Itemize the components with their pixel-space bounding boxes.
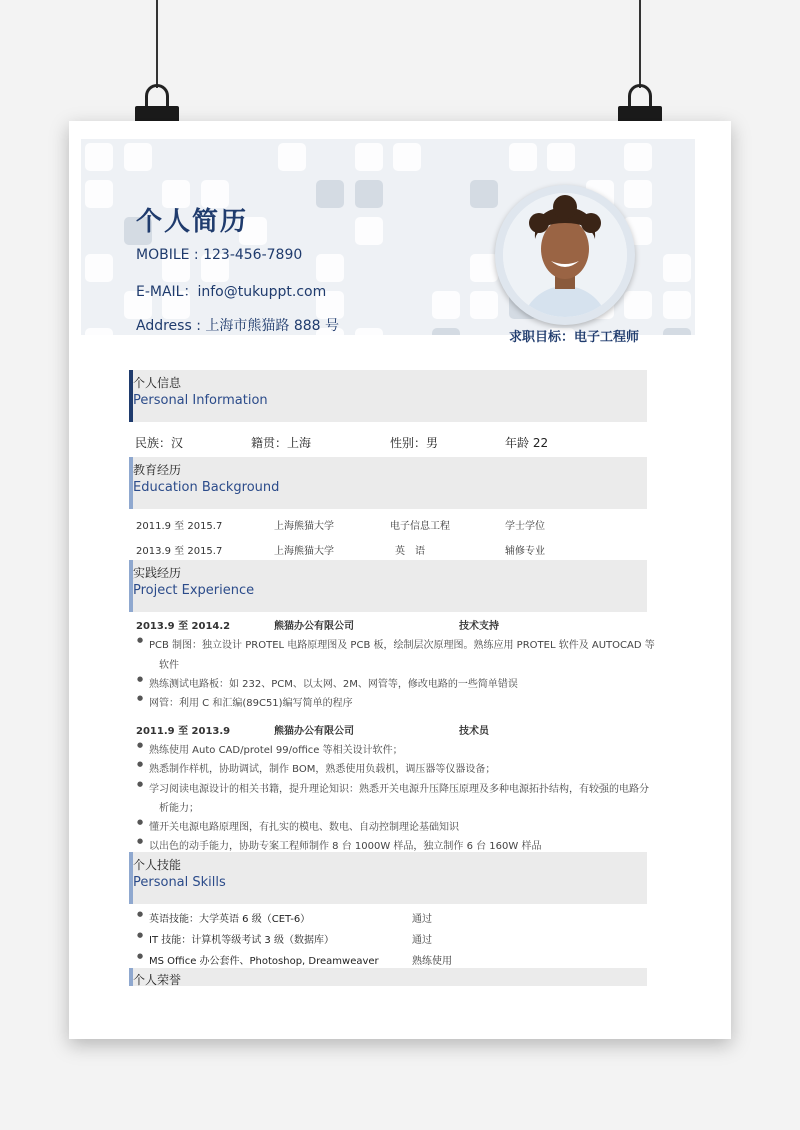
address-text: Address : 上海市熊猫路 888 号	[136, 318, 339, 334]
email-text: E-MAIL：info@tukuppt.com	[136, 284, 327, 300]
skill-item: ● 英语技能：大学英语 6 级（CET-6）	[149, 910, 310, 925]
exp-item-cont: 软件	[159, 660, 179, 671]
section-honors	[129, 968, 647, 986]
edu-degree: 学士学位	[505, 521, 545, 532]
exp-item: ● 熟练测试电路板：如 232、PCM、以太网、2M、网管等，修改电路的一些简单错误	[149, 675, 518, 690]
pattern-tile	[124, 143, 152, 171]
section-title-en: Education Background	[133, 480, 280, 495]
exp-item: ● 熟练使用 Auto CAD/protel 99/office 等相关设计软件；	[149, 741, 403, 756]
pattern-tile	[393, 143, 421, 171]
skill-level: 通过	[412, 914, 432, 925]
job-objective: 求职目标：电子工程师	[509, 330, 640, 345]
edu-major: 电子信息工程	[390, 521, 450, 532]
edu-period: 2013.9 至 2015.7	[136, 546, 223, 557]
section-title-cn: 教育经历	[133, 463, 182, 477]
section-personal-info	[129, 370, 647, 422]
pattern-tile	[85, 328, 113, 335]
pattern-tile	[470, 254, 498, 282]
pattern-tile	[624, 180, 652, 208]
pattern-tile	[355, 180, 383, 208]
edu-major: 英 语	[395, 546, 425, 557]
section-title-cn: 个人技能	[133, 858, 182, 872]
resume-page	[69, 121, 731, 1039]
exp-item: ● 学习阅读电源设计的相关书籍，提升理论知识：熟悉开关电源升压降压原理及多种电源拓扑结构，有较强的电路分	[149, 780, 649, 795]
pattern-tile	[316, 254, 344, 282]
pattern-tile	[85, 180, 113, 208]
exp-role: 技术支持	[459, 621, 499, 632]
pattern-tile	[355, 217, 383, 245]
hanging-wire-left	[156, 0, 158, 88]
edu-school: 上海熊猫大学	[274, 521, 334, 532]
mobile-text: MOBILE : 123-456-7890	[136, 247, 303, 263]
pattern-tile	[432, 291, 460, 319]
section-title-en: Personal Skills	[133, 875, 226, 890]
exp-item-cont: 析能力；	[159, 803, 199, 814]
pattern-tile	[85, 143, 113, 171]
pattern-tile	[509, 143, 537, 171]
section-title-en: Personal Information	[133, 393, 268, 408]
section-experience	[129, 560, 647, 612]
exp-item: ● 网管：利用 C 和汇编(89C51)编写简单的程序	[149, 694, 353, 709]
pattern-tile	[624, 291, 652, 319]
exp-item: ● PCB 制图：独立设计 PROTEL 电路原理图及 PCB 板，绘制层次原理图。熟练应用 PROTEL 软件及 AUTOCAD 等	[149, 636, 655, 651]
exp-item: ● 懂开关电源电路原理图，有扎实的模电、数电、自动控制理论基础知识	[149, 818, 459, 833]
skill-item: ● MS Office 办公套件、Photoshop, Dreamweaver	[149, 952, 379, 967]
section-title-cn: 个人荣誉	[133, 973, 182, 987]
exp-company: 熊猫办公有限公司	[274, 726, 354, 737]
exp-period: 2011.9 至 2013.9	[136, 726, 231, 737]
pattern-tile	[278, 143, 306, 171]
section-education	[129, 457, 647, 509]
hanging-wire-right	[639, 0, 641, 88]
page-title: 个人简历	[136, 207, 249, 237]
pattern-tile	[316, 180, 344, 208]
pattern-tile	[663, 291, 691, 319]
section-skills	[129, 852, 647, 904]
exp-role: 技术员	[459, 726, 489, 737]
ethnicity: 民族：汉	[135, 436, 184, 450]
section-title-cn: 实践经历	[133, 566, 182, 580]
skill-level: 通过	[412, 935, 432, 946]
pattern-tile	[470, 180, 498, 208]
pattern-tile	[85, 254, 113, 282]
pattern-tile	[355, 143, 383, 171]
skill-item: ● IT 技能：计算机等级考试 3 级（数据库）	[149, 931, 334, 946]
pattern-tile	[547, 143, 575, 171]
hometown: 籍贯：上海	[251, 436, 312, 450]
age: 年龄 22	[505, 436, 549, 450]
pattern-tile	[432, 328, 460, 335]
skill-level: 熟练使用	[412, 956, 452, 967]
section-title-en: Project Experience	[133, 583, 255, 598]
pattern-tile	[663, 254, 691, 282]
exp-item: ● 熟悉制作样机，协助调试，制作 BOM，熟悉使用负载机，调压器等仪器设备；	[149, 760, 495, 775]
pattern-tile	[624, 143, 652, 171]
section-title-cn: 个人信息	[133, 376, 182, 390]
exp-period: 2013.9 至 2014.2	[136, 621, 231, 632]
edu-period: 2011.9 至 2015.7	[136, 521, 223, 532]
avatar	[495, 185, 635, 325]
exp-item: ● 以出色的动手能力，协助专案工程师制作 8 台 1000W 样品，独立制作 6 台 160W 样品	[149, 837, 541, 852]
pattern-tile	[470, 291, 498, 319]
gender: 性别：男	[390, 436, 439, 450]
edu-school: 上海熊猫大学	[274, 546, 334, 557]
pattern-tile	[663, 328, 691, 335]
pattern-tile	[355, 328, 383, 335]
exp-company: 熊猫办公有限公司	[274, 621, 354, 632]
edu-degree: 辅修专业	[505, 546, 545, 557]
